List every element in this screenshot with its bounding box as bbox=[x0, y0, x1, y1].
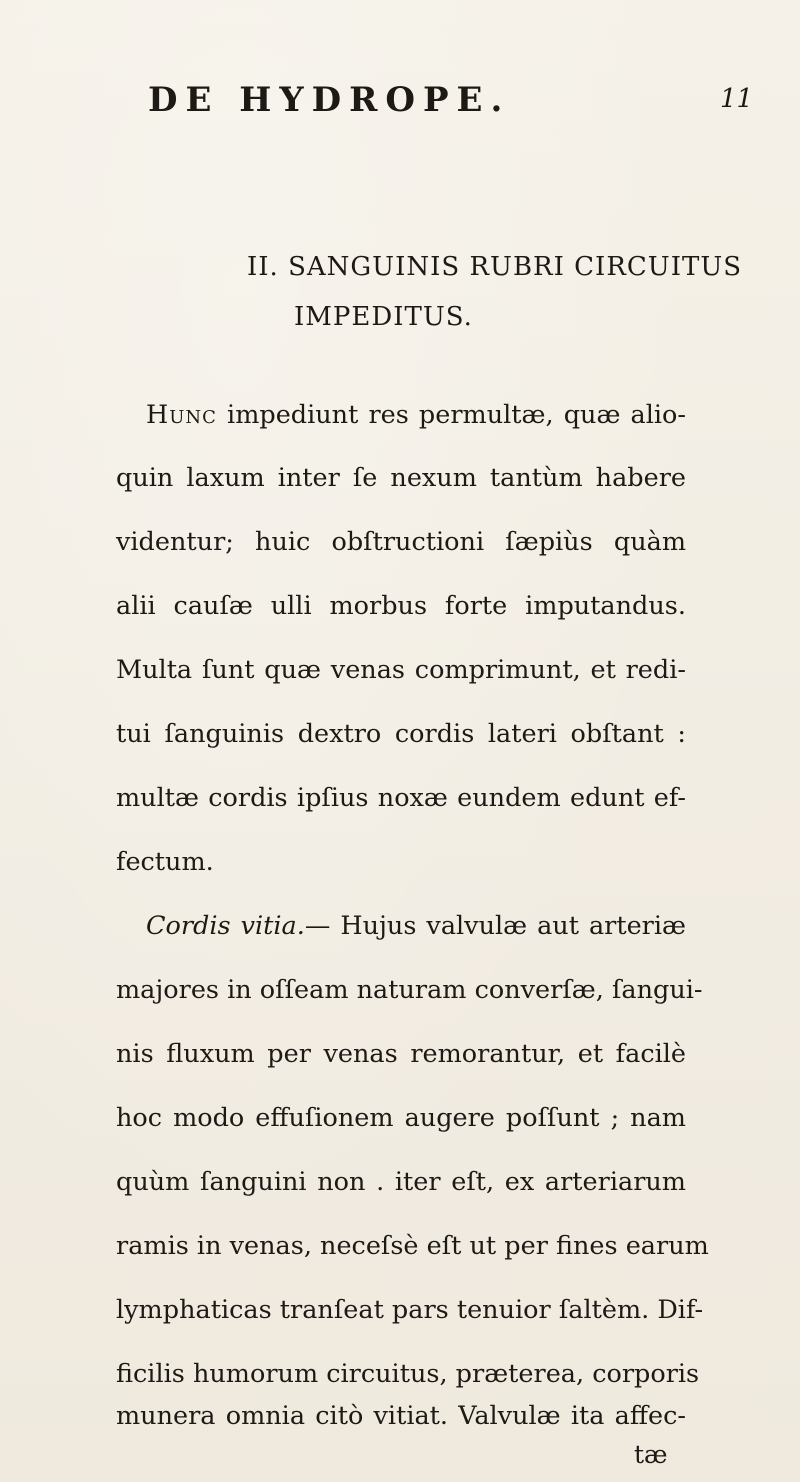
paragraph-2-line: majores in oſſeam naturam converſæ, ſangui- bbox=[116, 975, 703, 1005]
paragraph-1-lead-word: Hunc bbox=[146, 400, 217, 430]
paragraph-1-line: quin laxum inter ſe nexum tantùm habere bbox=[116, 463, 686, 493]
paragraph-1-line: fectum. bbox=[116, 847, 214, 877]
paragraph-2-line: lymphaticas tranſeat pars tenuior ſaltèm. Dif- bbox=[116, 1295, 704, 1325]
paragraph-2-line: quùm ſanguini non . iter eſt, ex arteriarum bbox=[116, 1167, 686, 1197]
paragraph-2-line: nis fluxum per venas remorantur, et facilè bbox=[116, 1039, 686, 1069]
paragraph-1-line: alii cauſæ ulli morbus forte imputandus. bbox=[116, 591, 686, 621]
section-heading: II. SANGUINIS RUBRI CIRCUITUS bbox=[247, 252, 743, 282]
page-number: 11 bbox=[720, 84, 754, 114]
paragraph-2-line: ramis in venas, neceſsè eſt ut per fines earum bbox=[116, 1231, 709, 1261]
section-heading-continuation: IMPEDITUS. bbox=[294, 302, 473, 332]
paragraph-1-line: videntur; huic obſtructioni ſæpiùs quàm bbox=[116, 527, 686, 557]
paragraph-2-lead-rest: — Hujus valvulæ aut arteriæ bbox=[304, 911, 686, 941]
paragraph-1-line: multæ cordis ipſius noxæ eundem edunt ef- bbox=[116, 783, 686, 813]
running-head: DE HYDROPE. bbox=[148, 80, 511, 120]
paragraph-2-lead-italic: Cordis vitia. bbox=[146, 911, 305, 941]
paragraph-1-lead-rest: impediunt res permultæ, quæ alio- bbox=[216, 400, 686, 430]
paragraph-1-line-1 bbox=[146, 400, 686, 430]
paragraph-2-line: ficilis humorum circuitus, præterea, corporis bbox=[116, 1359, 700, 1389]
paragraph-2-line: hoc modo effuſionem augere poſſunt ; nam bbox=[116, 1103, 686, 1133]
paragraph-2-line-1 bbox=[146, 911, 686, 941]
paragraph-1-line: tui ſanguinis dextro cordis lateri obſtant : bbox=[116, 719, 686, 749]
paragraph-1-line: Multa ſunt quæ venas comprimunt, et redi- bbox=[116, 655, 686, 685]
paragraph-2-line: munera omnia citò vitiat. Valvulæ ita affec- bbox=[116, 1401, 686, 1431]
catchword: tæ bbox=[634, 1440, 668, 1469]
